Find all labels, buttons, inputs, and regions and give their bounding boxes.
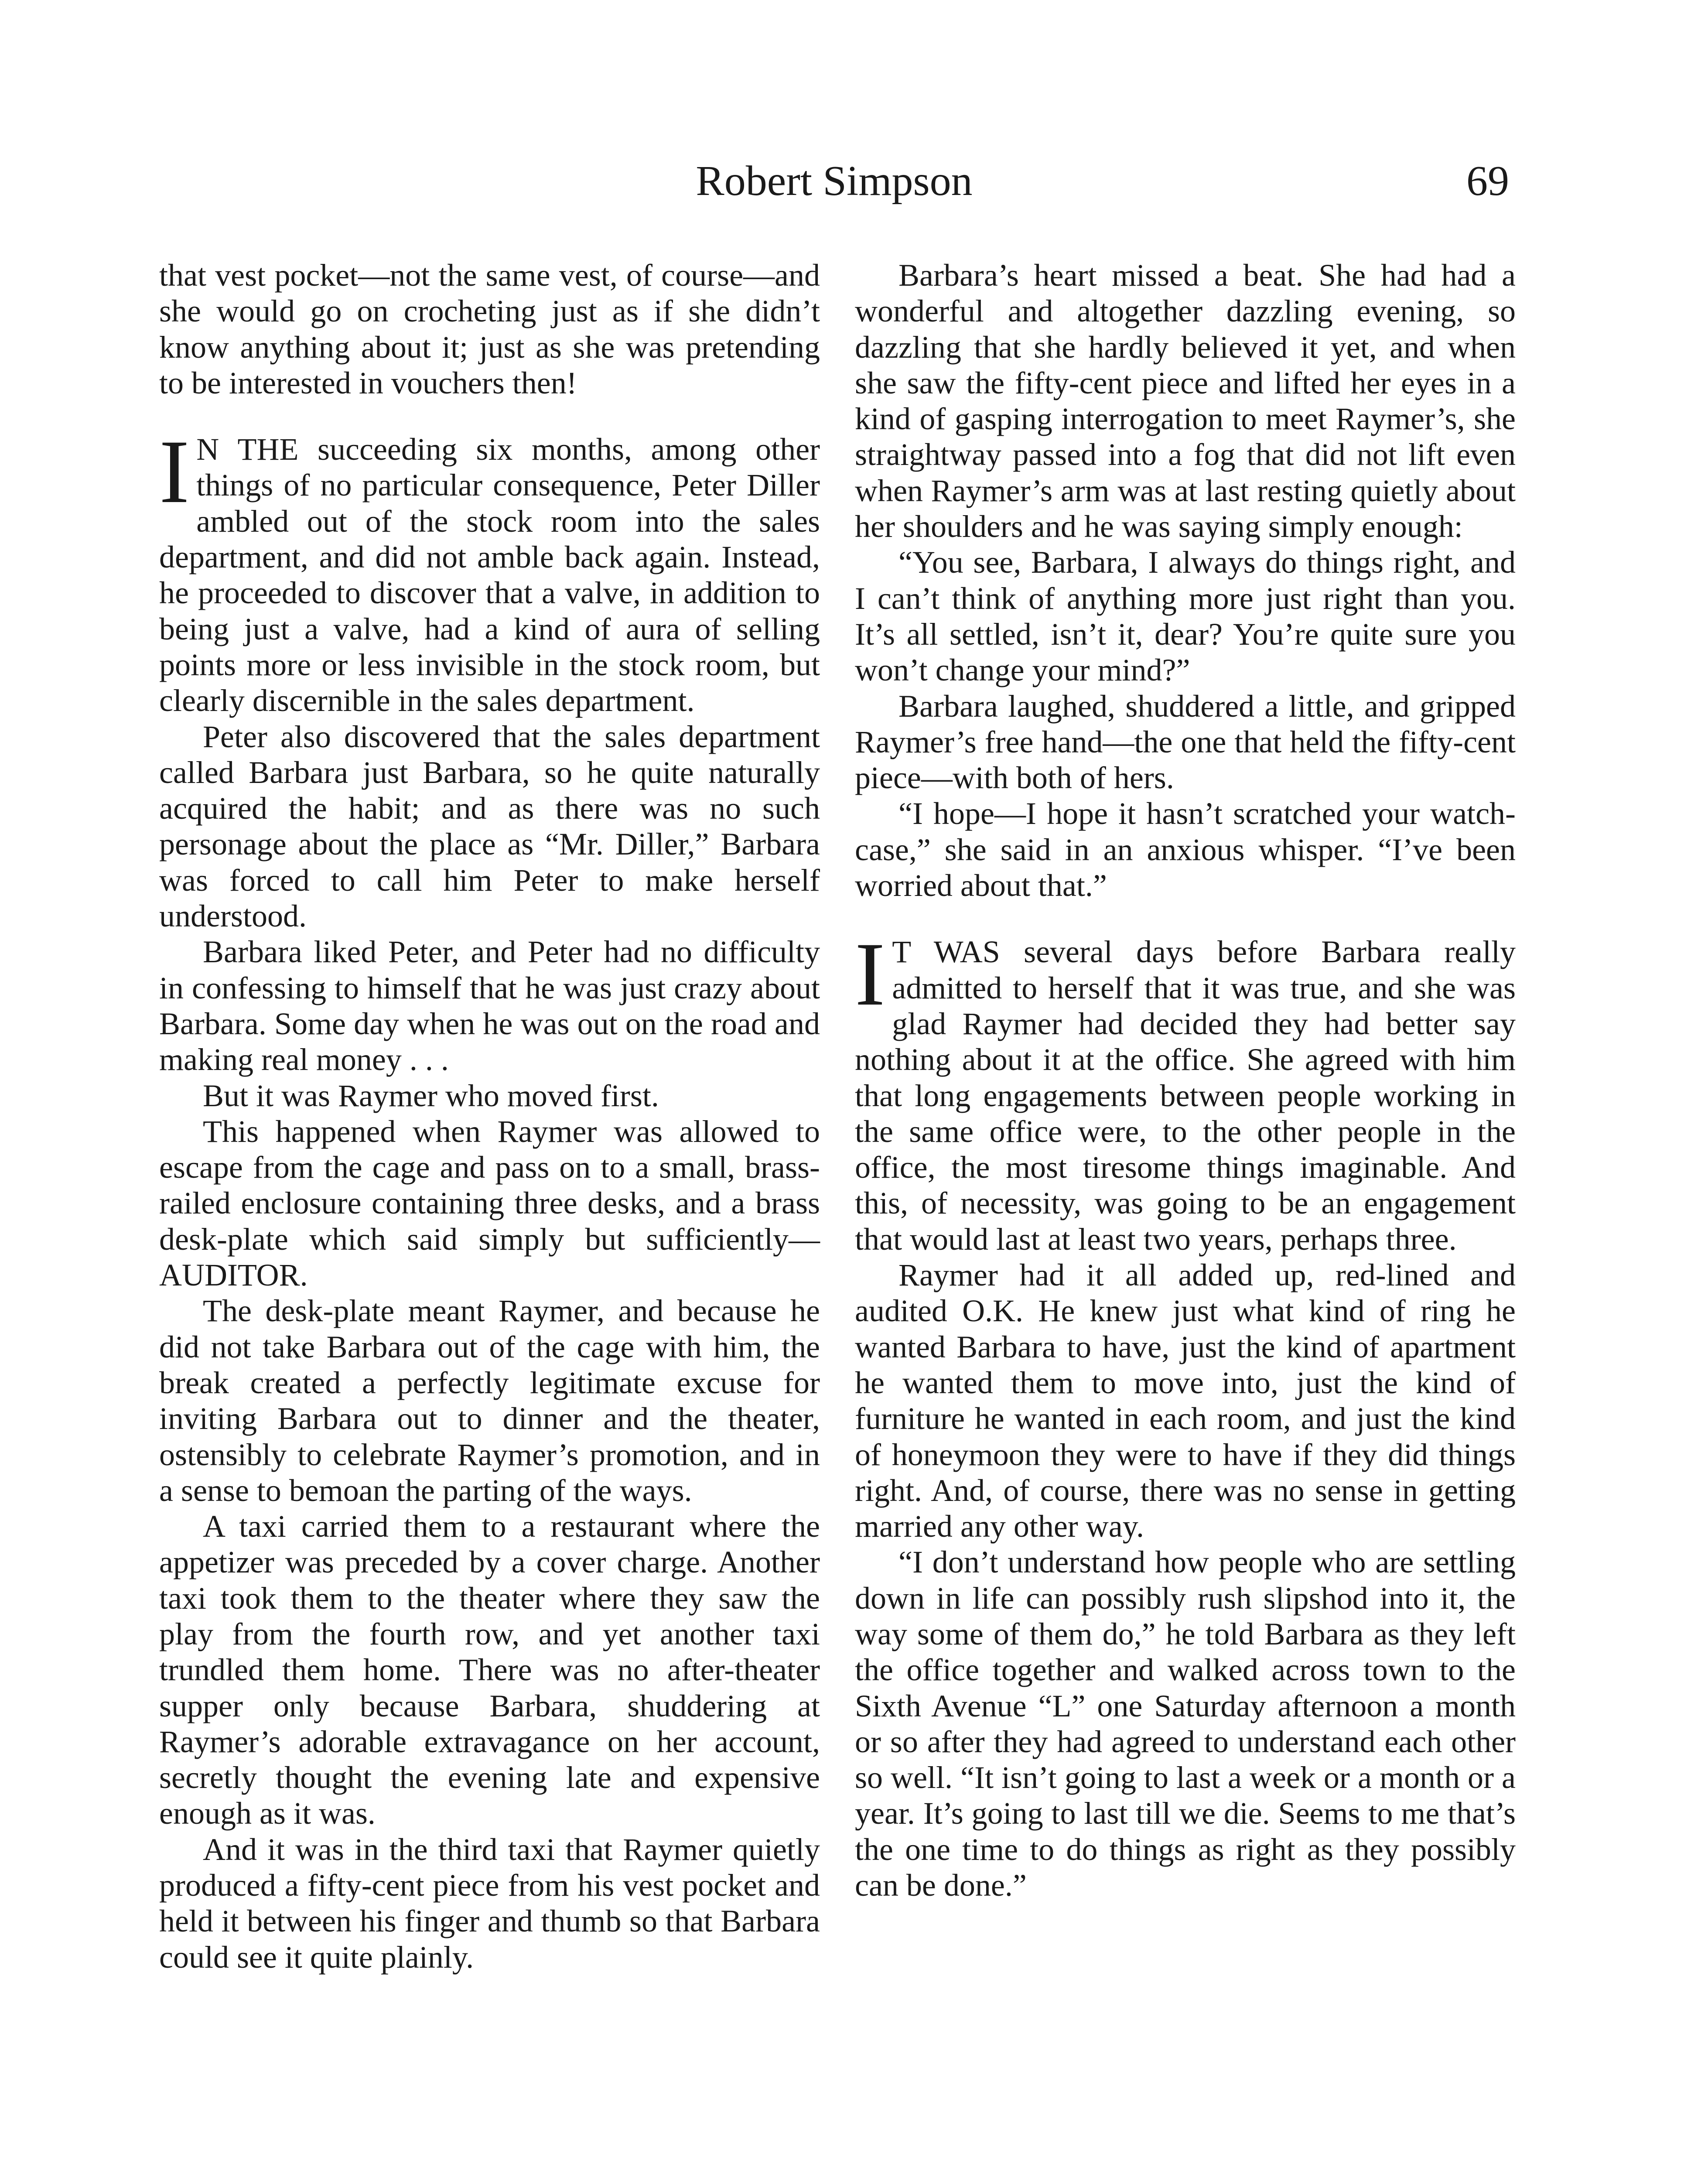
paragraph: “I hope—I hope it hasn’t scratched your watch-case,” she said in an anxious whisper. “I’ve been worried about that.”: [855, 796, 1516, 903]
paragraph: But it was Raymer who moved first.: [203, 1078, 659, 1113]
section-opening-paragraph: IT WAS several days before Barbara really admitted to herself that it was true, and she was glad Raymer had decided they had better say nothing about it at the office. She agreed with him that long engagements between people working in the same office were, to the other people in the office, the most tiresome things imaginable. And this, of necessity, was going to be an engagement that would last at least two years, perhaps three.: [855, 924, 1516, 1257]
paragraph: “You see, Barbara, I always do things right, and I can’t think of anything more just right than you. It’s all settled, isn’t it, dear? You’re quite sure you won’t change your mind?”: [855, 545, 1516, 688]
paragraph: Peter also discovered that the sales department called Barbara just Barbara, so he quite naturally acquired the habit; and as there was no such personage about the place as “Mr. Diller,” Barbara was forced to call him Peter to make herself understood.: [159, 719, 820, 934]
paragraph: The desk-plate meant Raymer, and because he did not take Barbara out of the cage with him, the break created a perfectly legitimate excuse for inviting Barbara out to dinner and the theater, ostensibly to celebrate Raymer’s promotion, and in a sense to bemoan the parting of the ways.: [159, 1293, 820, 1508]
paragraph: that vest pocket—not the same vest, of course—and she would go on crocheting just as if she didn’t know anything about it; just as she was pretending to be interested in vouchers then!: [159, 258, 820, 400]
page-header: [159, 153, 1509, 240]
page-number: 69: [1466, 157, 1509, 205]
section-opening-paragraph: IN THE succeeding six months, among other things of no particular consequence, Peter Diller ambled out of the stock room into the sales department, and did not amble back again. Instead, he proceeded to discover that a valve, in addition to being just a valve, had a kind of aura of selling points more or less invisible in the stock room, but clearly discernible in the sales department.: [159, 421, 820, 718]
left-column: [159, 257, 820, 1975]
paragraph: Barbara laughed, shuddered a little, and gripped Raymer’s free hand—the one that held the fifty-cent piece—with both of hers.: [855, 688, 1516, 796]
running-title: Robert Simpson: [696, 157, 973, 205]
paragraph: Barbara’s heart missed a beat. She had had a wonderful and altogether dazzling evening, so dazzling that she hardly believed it yet, and when she saw the fifty-cent piece and lifted her eyes in a kind of gasping interrogation to meet Raymer’s, she straightway passed into a fog that did not lift even when Raymer’s arm was at last resting quietly about her shoulders and he was saying simply enough:: [855, 258, 1516, 544]
right-column: [855, 257, 1516, 1903]
paragraph: Barbara liked Peter, and Peter had no difficulty in confessing to himself that he was just crazy about Barbara. Some day when he was out on the road and making real money . . .: [159, 934, 820, 1077]
paragraph: Raymer had it all added up, red-lined and audited O.K. He knew just what kind of ring he wanted Barbara to have, just the kind of apartment he wanted them to move into, just the kind of furniture he wanted in each room, and just the kind of honeymoon they were to have if they did things right. And, of course, there was no sense in getting married any other way.: [855, 1258, 1516, 1544]
paragraph: A taxi carried them to a restaurant where the appetizer was preceded by a cover charge. Another taxi took them to the theater where they saw the play from the fourth row, and yet another taxi trundled them home. There was no after-theater supper only because Barbara, shuddering at Raymer’s adorable extravagance on her account, secretly thought the evening late and expensive enough as it was.: [159, 1509, 820, 1831]
paragraph: This happened when Raymer was allowed to escape from the cage and pass on to a small, brass-railed enclosure containing three desks, and a brass desk-plate which said simply but sufficiently—AUDITOR.: [159, 1114, 820, 1293]
paragraph: “I don’t understand how people who are settling down in life can possibly rush slipshod into it, the way some of them do,” he told Barbara as they left the office together and walked across town to the Sixth Avenue “L” one Saturday afternoon a month or so after they had agreed to understand each other so well. “It isn’t going to last a week or a month or a year. It’s going to last till we die. Seems to me that’s the one time to do things as right as they possibly can be done.”: [855, 1545, 1516, 1903]
paragraph: And it was in the third taxi that Raymer quietly produced a fifty-cent piece from his vest pocket and held it between his finger and thumb so that Barbara could see it quite plainly.: [159, 1832, 820, 1975]
